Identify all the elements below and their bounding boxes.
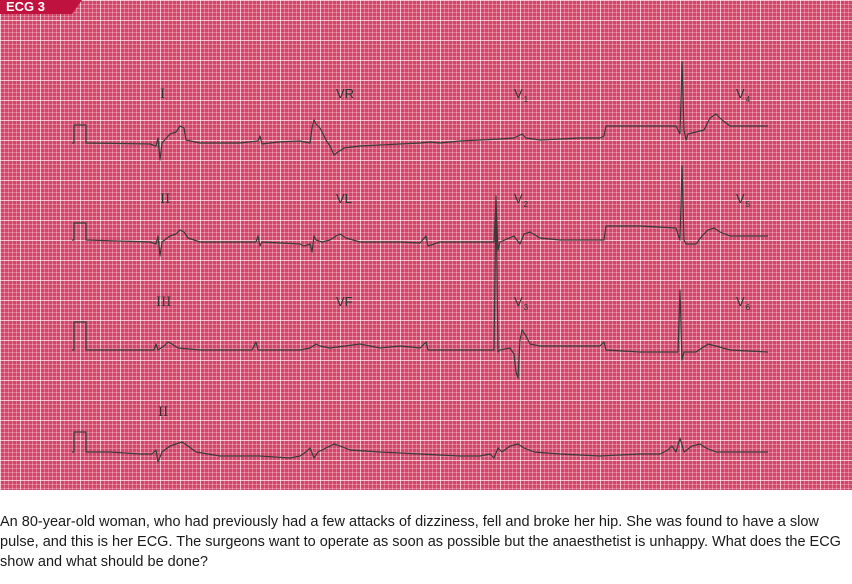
lead-label-v4: $V_4$ xyxy=(736,86,751,104)
lead-label-v2: $V_2$ xyxy=(514,191,529,209)
lead-label-i: I xyxy=(160,87,166,102)
trace-row-4 xyxy=(72,432,768,462)
question-text: An 80-year-old woman, who had previously had a few attacks of dizziness, fell and broke her hip. She was found to have a slow pulse, and this is her ECG. The surgeons want to operate as soon as possible but the anaesthetist is unhappy. What does the ECG show and what should be done? xyxy=(0,514,841,570)
figure-label: ECG 3 xyxy=(0,0,72,14)
lead-label-v6: $V_6$ xyxy=(736,294,751,312)
trace-row-3 xyxy=(72,196,768,378)
lead-label-v5: $V_5$ xyxy=(736,191,751,209)
lead-label-rhythm-ii: II xyxy=(158,405,169,420)
lead-label-vl: VL xyxy=(336,191,352,206)
lead-label-ii: II xyxy=(160,192,171,207)
trace-row-2 xyxy=(72,166,768,256)
lead-label-v1: $V_1$ xyxy=(514,86,529,104)
trace-row-1 xyxy=(72,62,768,160)
figure-label-tail xyxy=(72,0,82,14)
lead-label-vr: VR xyxy=(336,86,355,101)
lead-label-v3: $V_3$ xyxy=(514,294,529,312)
lead-label-iii: III xyxy=(156,295,172,310)
lead-label-vf: VF xyxy=(336,294,353,309)
